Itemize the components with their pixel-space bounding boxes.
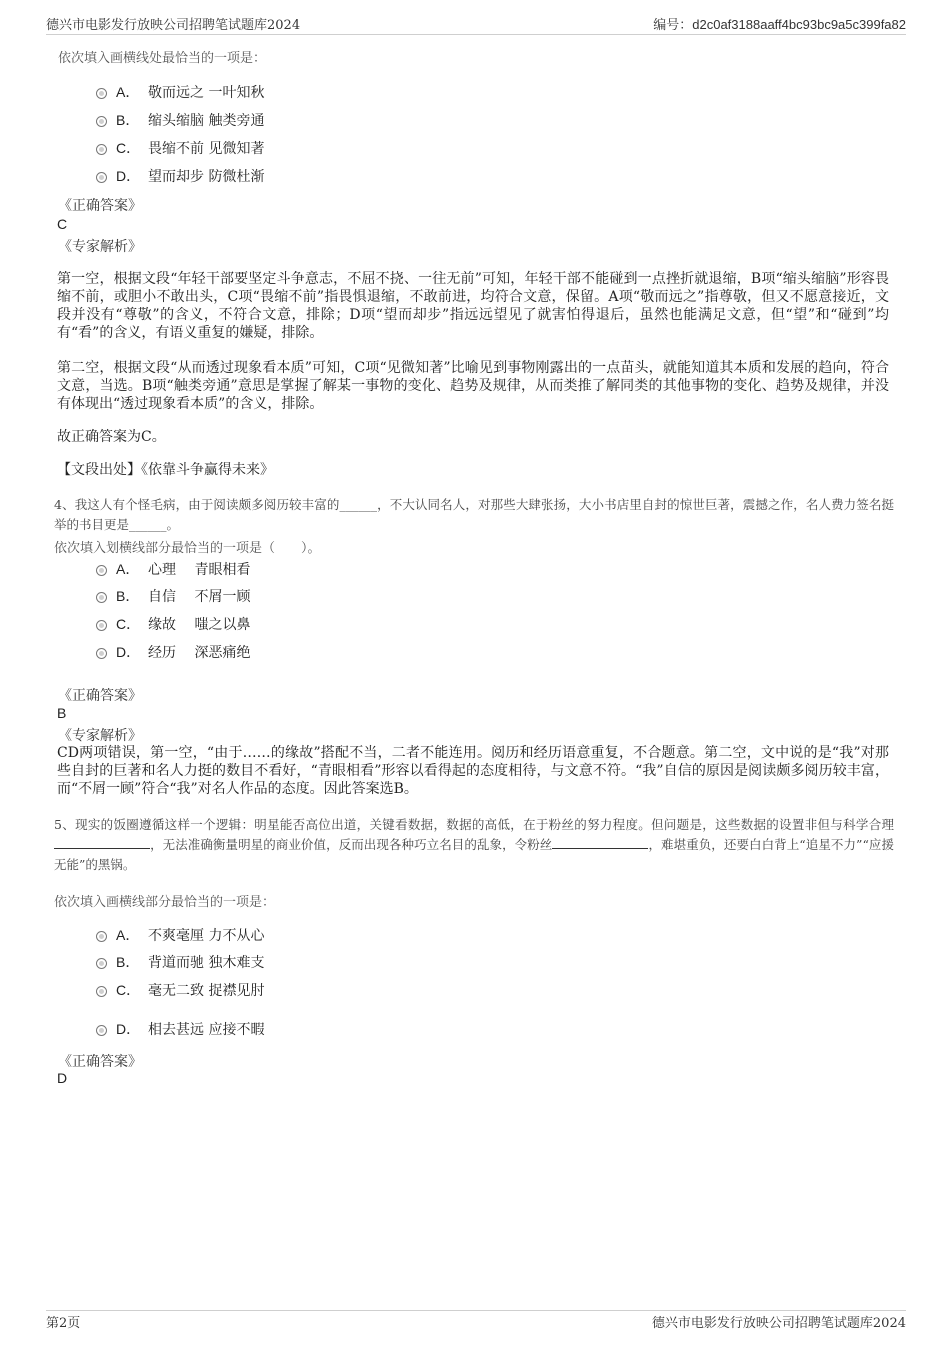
radio-icon[interactable] [96,565,107,576]
radio-icon[interactable] [96,116,107,127]
q5-answer-label: 《正确答案》 [58,1054,142,1070]
header-code [653,14,906,33]
footer-page-number: 第2页 [46,1316,81,1331]
header-title: 德兴市电影发行放映公司招聘笔试题库2024 [46,18,301,33]
q3-prompt: 依次填入画横线处最恰当的一项是： [58,51,267,66]
q5-option-d[interactable]: D． 相去甚远 应接不暇 [96,1019,264,1039]
q4-answer: B [57,705,67,721]
radio-icon[interactable] [96,648,107,659]
radio-icon[interactable] [96,986,107,997]
q3-analysis-label: 《专家解析》 [58,239,142,255]
header-code-label: 编号： [653,18,693,33]
q3-conclusion: 故正确答案为C。 [57,429,166,445]
radio-icon[interactable] [96,958,107,969]
q4-analysis: CD两项错误，第一空，“由于……的缘故”搭配不当，二者不能连用。阅历和经历语意重复，不合题意。第二空，文中说的是“我”对那些自封的巨著和名人力挺的数目不看好，“青眼相看”形容以看得起的态度相待，与文意不符。“我”自信的原因是阅读颇多阅历较丰富，而“不屑一顾”符合“我”对名人作品的态度。因此答案选B。 [57,745,889,797]
q3-analysis-p1: 第一空，根据文段“年轻干部要坚定斗争意志，不屈不挠、一往无前”可知，年轻干部不能碰到一点挫折就退缩，B项“缩头缩脑”形容畏缩不前，或胆小不敢出头，C项“畏缩不前”指畏惧退缩，不敢前进，均符合文意，保留。A项“敬而远之”指尊敬，但又不愿意接近，文段并没有“尊敬”的含义，不符合文意，排除；D项“望而却步”指远远望见了就害怕得退后，虽然也能满足文意，但“望”和“碰到”均有“看”的含义，有语义重复的嫌疑，排除。 [57,271,889,341]
radio-icon[interactable] [96,620,107,631]
header-code-value: d2c0af3188aaff4bc93bc9a5c399fa82 [692,17,906,32]
q3-answer-label: 《正确答案》 [58,198,142,214]
q3-option-a[interactable]: A． 敬而远之 一叶知秋 [96,82,264,102]
q4-answer-label: 《正确答案》 [58,688,142,704]
q3-option-b[interactable]: B． 缩头缩脑 触类旁通 [96,110,264,130]
page-header [46,14,906,34]
q4-analysis-label: 《专家解析》 [58,728,142,744]
radio-icon[interactable] [96,172,107,183]
page-footer [46,1312,906,1332]
q4-option-b[interactable]: B． 自信 不屑一顾 [96,586,250,606]
q3-option-c[interactable]: C． 畏缩不前 见微知著 [96,138,264,158]
q3-option-d[interactable]: D． 望而却步 防微杜渐 [96,166,264,186]
q3-analysis-p2: 第二空，根据文段“从而透过现象看本质”可知，C项“见微知著”比喻见到事物刚露出的一点苗头，就能知道其本质和发展的趋向，符合文意，当选。B项“触类旁通”意思是掌握了解某一事物的变化、趋势及规律，从而类推了解同类的其他事物的变化、趋势及规律，并没有体现出“透过现象看本质”的含义，排除。 [57,360,889,412]
q4-option-a[interactable]: A． 心理 青眼相看 [96,559,250,579]
q5-prompt: 依次填入画横线部分最恰当的一项是： [54,895,276,910]
q3-answer: C [57,216,68,232]
radio-icon[interactable] [96,144,107,155]
q5-option-a[interactable]: A． 不爽毫厘 力不从心 [96,925,264,945]
footer-title: 德兴市电影发行放映公司招聘笔试题库2024 [651,1316,906,1331]
radio-icon[interactable] [96,931,107,942]
header-divider [46,34,906,35]
q5-answer: D [57,1070,68,1086]
q4-option-d[interactable]: D． 经历 深恶痛绝 [96,642,250,662]
q5-blank-2 [552,836,648,849]
q5-option-b[interactable]: B． 背道而驰 独木难支 [96,952,264,972]
q5-stem: 5、现实的饭圈遵循这样一个逻辑：明星能否高位出道，关键看数据，数据的高低，在于粉丝的努力程度。但问题是，这些数据的设置非但与科学合理，无法准确衡量明星的商业价值，反而出现各种巧立名目的乱象，令粉丝 ，难堪重负，还要白白背上“追星不力”“应援无能”的黑锅。 [54,817,894,872]
q4-option-c[interactable]: C． 缘故 嗤之以鼻 [96,614,250,634]
q3-source: 【文段出处】《依靠斗争赢得未来》 [57,462,274,478]
radio-icon[interactable] [96,592,107,603]
radio-icon[interactable] [96,1025,107,1036]
radio-icon[interactable] [96,88,107,99]
q5-option-c[interactable]: C． 毫无二致 捉襟见肘 [96,980,264,1000]
footer-divider [46,1310,906,1311]
q4-stem: 4、我这人有个怪毛病，由于阅读颇多阅历较丰富的______，不大认同名人，对那些大肆张扬，大小书店里自封的惊世巨著，震撼之作，名人费力签名挺举的书目更是______。 [54,497,894,532]
q4-prompt: 依次填入划横线部分最恰当的一项是（ ）。 [54,541,321,556]
q5-blank-1 [54,836,150,849]
